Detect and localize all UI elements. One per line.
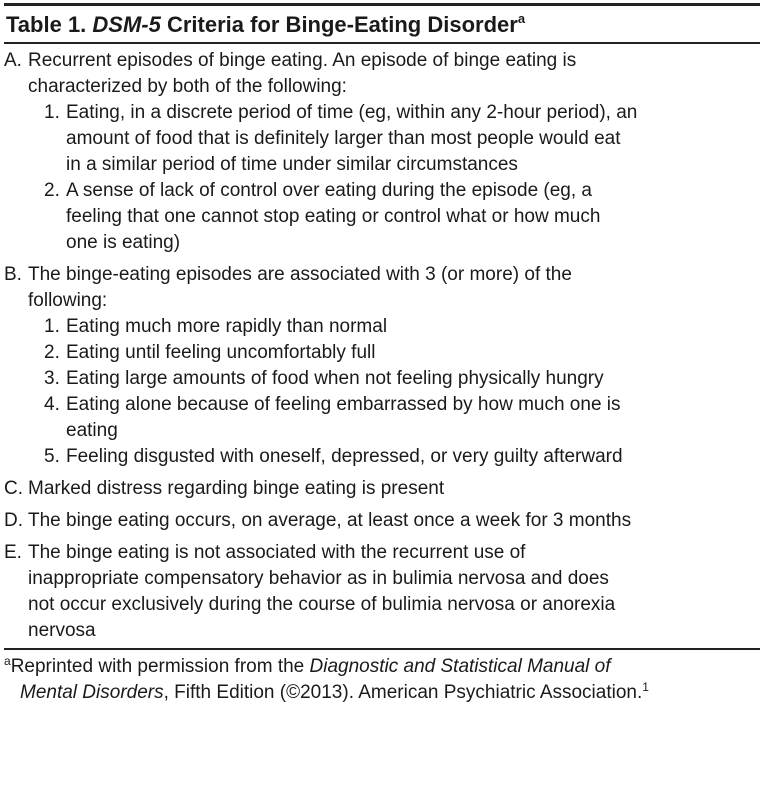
sub-item-text: amount of food that is definitely larger than most people would eat (66, 128, 621, 149)
footnote-text: Reprinted with permission from the (10, 656, 310, 677)
sub-item (4, 366, 760, 392)
sub-item-number: 4. (44, 394, 60, 415)
sub-item-text: in a similar period of time under similar circumstances (66, 154, 518, 175)
sub-item-number: 1. (44, 316, 60, 337)
sub-item-text: Eating, in a discrete period of time (eg, within any 2-hour period), an (66, 102, 638, 123)
title-rest: Criteria for Binge-Eating Disorder (160, 12, 518, 37)
sub-item-text: Eating large amounts of food when not feeling physically hungry (66, 368, 604, 389)
criterion-label: E. (4, 542, 22, 563)
title-prefix: Table 1. (6, 12, 93, 37)
criterion-label: A. (4, 50, 22, 71)
criteria-table (4, 3, 760, 706)
criterion-text: following: (28, 290, 108, 311)
sub-list (4, 100, 760, 256)
criterion-text: not occur exclusively during the course of bulimia nervosa or anorexia (28, 594, 616, 615)
footnote-source-title: Mental Disorders (20, 682, 164, 703)
table-title (4, 6, 760, 42)
footnote-source-title: Diagnostic and Statistical Manual of (309, 656, 611, 677)
sub-item-text: Eating until feeling uncomfortably full (66, 342, 376, 363)
criterion-label: B. (4, 264, 22, 285)
criteria-list (4, 44, 760, 646)
sub-item-text: Eating alone because of feeling embarrassed by how much one is (66, 394, 621, 415)
sub-item-number: 2. (44, 342, 60, 363)
criterion-c (4, 476, 760, 508)
criterion-text: inappropriate compensatory behavior as in bulimia nervosa and does (28, 568, 609, 589)
criterion-e (4, 540, 760, 646)
criterion-text: The binge eating occurs, on average, at least once a week for 3 months (28, 510, 632, 531)
criterion-b (4, 262, 760, 476)
sub-item-text: one is eating) (66, 232, 181, 253)
criterion-label: C. (4, 478, 23, 499)
sub-item-text: A sense of lack of control over eating during the episode (eg, a (66, 180, 592, 201)
sub-list (4, 314, 760, 470)
criterion-text: Recurrent episodes of binge eating. An episode of binge eating is (28, 50, 577, 71)
title-italic: DSM-5 (92, 12, 161, 37)
sub-item-number: 3. (44, 368, 60, 389)
criterion-a (4, 48, 760, 262)
sub-item (4, 314, 760, 340)
title-footnote-marker: a (517, 11, 526, 26)
criterion-text: The binge-eating episodes are associated with 3 (or more) of the (28, 264, 572, 285)
sub-item (4, 444, 760, 470)
sub-item-number: 1. (44, 102, 60, 123)
sub-item (4, 100, 760, 178)
sub-item-text: feeling that one cannot stop eating or control what or how much (66, 206, 601, 227)
criterion-text: The binge eating is not associated with the recurrent use of (28, 542, 526, 563)
footnote-marker: a (4, 654, 11, 668)
sub-item (4, 340, 760, 366)
sub-item-number: 2. (44, 180, 60, 201)
sub-item-number: 5. (44, 446, 60, 467)
criterion-text: nervosa (28, 620, 96, 641)
sub-item-text: Feeling disgusted with oneself, depressed, or very guilty afterward (66, 446, 623, 467)
criterion-text: Marked distress regarding binge eating is present (28, 478, 445, 499)
table-footnote (4, 650, 760, 706)
sub-item (4, 392, 760, 444)
sub-item-text: eating (66, 420, 118, 441)
criterion-text: characterized by both of the following: (28, 76, 347, 97)
criterion-label: D. (4, 510, 23, 531)
sub-item-text: Eating much more rapidly than normal (66, 316, 388, 337)
criterion-d (4, 508, 760, 540)
reference-marker: 1 (642, 680, 649, 694)
footnote-text: , Fifth Edition (©2013). American Psychiatric Association. (163, 682, 643, 703)
sub-item (4, 178, 760, 256)
